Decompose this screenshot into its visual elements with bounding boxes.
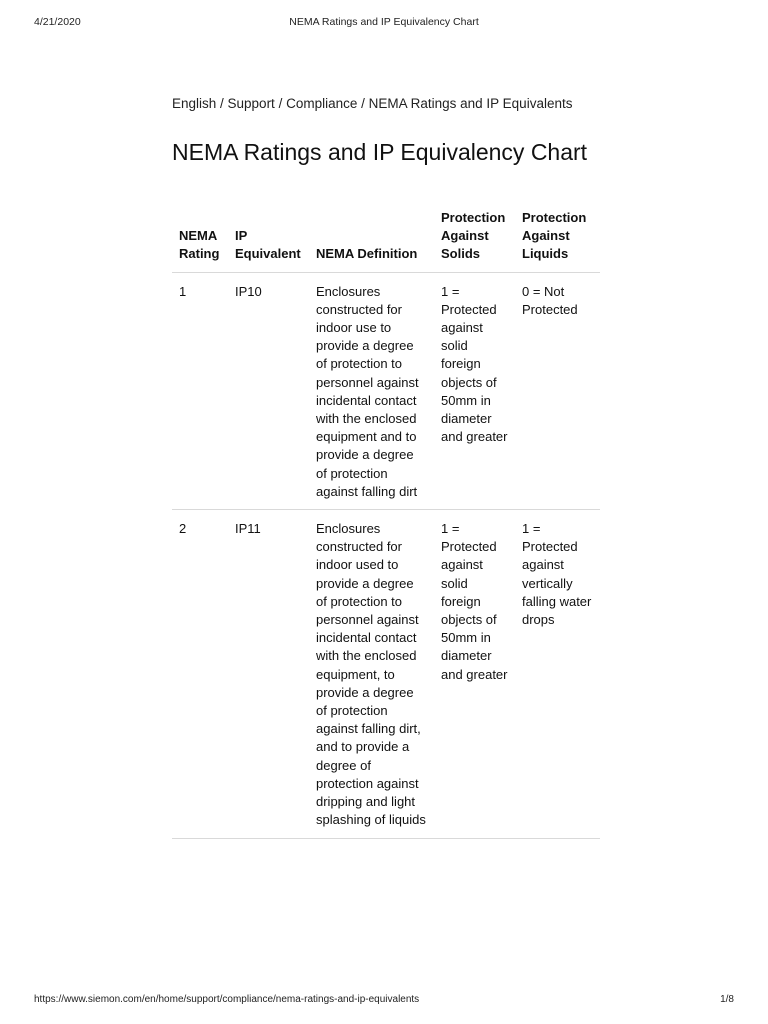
header-protection-solids: Protection Against Solids xyxy=(434,205,515,272)
header-protection-liquids: Protection Against Liquids xyxy=(515,205,600,272)
print-footer xyxy=(0,994,768,1010)
cell-protection-liquids: 1 = Protected against vertically falling water drops xyxy=(515,510,600,838)
cell-ip-equivalent: IP10 xyxy=(228,272,309,509)
cell-nema-rating: 2 xyxy=(172,510,228,838)
print-date: 4/21/2020 xyxy=(34,16,81,28)
cell-protection-solids: 1 = Protected against solid foreign objects of 50mm in diameter and greater xyxy=(434,272,515,509)
breadcrumb: English / Support / Compliance / NEMA Ratings and IP Equivalents xyxy=(172,96,573,111)
cell-protection-liquids: 0 = Not Protected xyxy=(515,272,600,509)
cell-nema-rating: 1 xyxy=(172,272,228,509)
cell-nema-definition: Enclosures constructed for indoor use to provide a degree of protection to personnel against incidental contact with the enclosed equipment and to provide a degree of protection against falling dirt xyxy=(309,272,434,509)
table-header-row xyxy=(172,205,600,272)
header-ip-equivalent: IP Equivalent xyxy=(228,205,309,272)
cell-nema-definition: Enclosures constructed for indoor used to provide a degree of protection to personnel against incidental contact with the enclosed equipment, to provide a degree of protection against falling dirt, and to provide a degree of protection against dripping and light splashing of liquids xyxy=(309,510,434,838)
cell-ip-equivalent: IP11 xyxy=(228,510,309,838)
page-title: NEMA Ratings and IP Equivalency Chart xyxy=(172,139,588,165)
print-footer-url: https://www.siemon.com/en/home/support/compliance/nema-ratings-and-ip-equivalents xyxy=(34,994,420,1005)
cell-protection-solids: 1 = Protected against solid foreign objects of 50mm in diameter and greater xyxy=(434,510,515,838)
nema-ip-table xyxy=(172,205,600,839)
page-content xyxy=(172,94,600,839)
print-header-title: NEMA Ratings and IP Equivalency Chart xyxy=(289,16,479,28)
page-number: 1/8 xyxy=(720,994,734,1005)
header-nema-definition: NEMA Definition xyxy=(309,205,434,272)
print-header xyxy=(0,16,768,32)
table-row xyxy=(172,510,600,838)
table-row xyxy=(172,272,600,509)
header-nema-rating: NEMA Rating xyxy=(172,205,228,272)
